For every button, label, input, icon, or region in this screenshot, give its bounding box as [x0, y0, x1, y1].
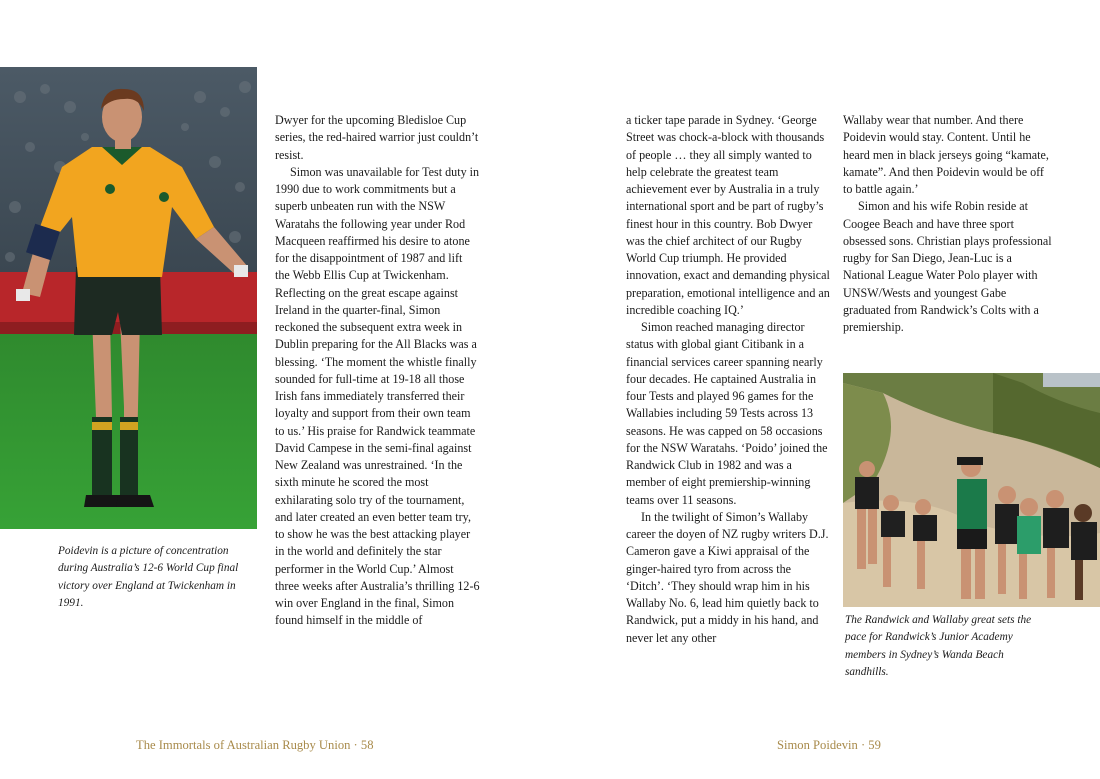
paragraph: Simon was unavailable for Test duty in 1990 due to work commitments but a superb unbeaten run with the NSW Waratahs the following year under Rod Macqueen reaffirmed his desire to atone for the disappointment of 1987 and lift the Webb Ellis Cup at Twickenham. Reflecting on the great escape against Ireland in the quarter-final, Simon reckoned the subsequent extra week in Dublin preparing for the All Blacks was a blessing. ‘The moment the whistle finally sounded for full-time at 19-18 all those Irish fans immediately transferred their loyalty and support from their own team to us.’ His praise for Randwick teammate David Campese in the semi-final against New Zealand was unrestrained. ‘In the sixth minute he scored the most exhilarating solo try of the tournament, and later created an even better team try, to show he was the best attacking player in the world and definitely the star performer in the World Cup.’ Almost three weeks after Australia’s thrilling 12-6 win over England in the final, Simon found himself in the middle of — [275, 164, 480, 628]
photo-caption-right: The Randwick and Wallaby great sets the pace for Randwick’s Junior Academy members in Sydney’s Wanda Beach sandhills. — [845, 614, 1032, 678]
left-page-text-column — [275, 112, 480, 630]
right-page-text-column-1 — [626, 112, 831, 647]
paragraph: Wallaby wear that number. And there Poidevin would stay. Content. Until he heard men in black jerseys going “kamate, kamate”. And then Poidevin would be off to battle again.’ — [843, 113, 1049, 196]
paragraph: Dwyer for the upcoming Bledisloe Cup series, the red-haired warrior just couldn’t resist. — [275, 113, 479, 162]
sandhills-training-photo — [843, 373, 1100, 607]
paragraph: a ticker tape parade in Sydney. ‘George Street was chock-a-block with thousands of people … they all simply wanted to help celebrate the greatest team achievement ever by Australia in a truly international sport and be part of rugby’s finest hour in this country. Bob Dwyer was the chief architect of our Rugby World Cup triumph. He provided innovation, exact and demanding physical preparation, emotional intelligence and an incredible coaching IQ.’ — [626, 113, 830, 317]
footer-left: The Immortals of Australian Rugby Union · 58 — [136, 738, 374, 752]
photo-caption-left: Poidevin is a picture of concentration during Australia’s 12-6 World Cup final victory over England at Twickenham in 1991. — [58, 545, 239, 609]
paragraph: In the twilight of Simon’s Wallaby career the doyen of NZ rugby writers D.J. Cameron gave a Kiwi appraisal of the ginger-haired tyro from across the ‘Ditch’. ‘They should wrap him in his Wallaby No. 6, lead him quietly back to Randwick, put a middy in his hand, and never let any other — [626, 509, 829, 645]
paragraph: Simon and his wife Robin reside at Coogee Beach and have three sport obsessed sons. Christian plays professional rugby for San Diego, Jean-Luc is a National League Water Polo player with UNSW/Wests and youngest Gabe graduated from Randwick’s Colts with a premiership. — [843, 199, 1052, 334]
right-page-text-column-2 — [843, 112, 1053, 336]
paragraph: Simon reached managing director status with global giant Citibank in a financial services career spanning nearly four decades. He captained Australia in four Tests and played 96 games for the Wallabies including 59 Tests across 13 seasons. He was capped on 58 occasions for the NSW Waratahs. ‘Poido’ joined the Randwick Club in 1982 and was a member of eight premiership-winning teams over 11 seasons. — [626, 320, 828, 507]
player-photo — [0, 67, 257, 529]
footer-right: Simon Poidevin · 59 — [777, 738, 881, 752]
